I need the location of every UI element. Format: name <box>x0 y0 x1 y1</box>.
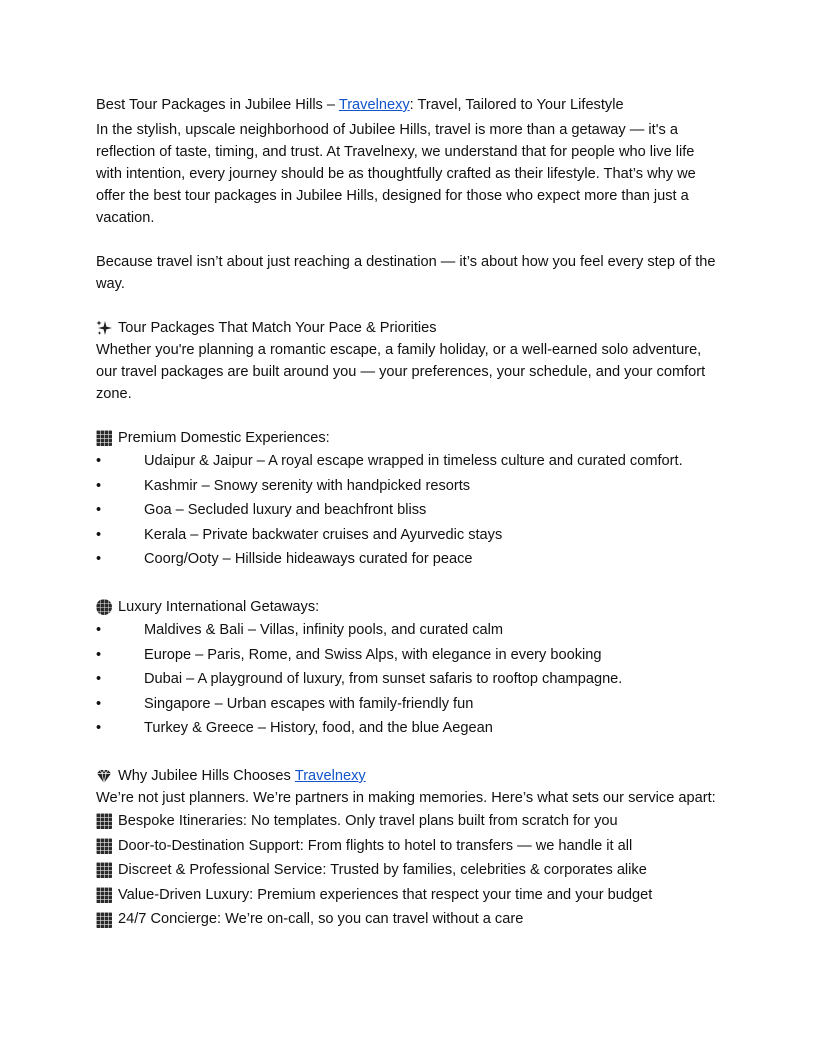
list-item <box>96 498 724 523</box>
grid-icon <box>96 912 112 928</box>
bullet: • <box>96 671 102 688</box>
feature-item <box>96 809 724 834</box>
bullet: • <box>96 526 102 543</box>
bullet: • <box>96 646 102 663</box>
because-line: way. <box>96 276 125 292</box>
grid-icon <box>96 813 112 829</box>
feature-item <box>96 883 724 908</box>
list-item-text: Dubai – A playground of luxury, from sunset safaris to rooftop champagne. <box>144 671 623 688</box>
list-item <box>96 716 724 741</box>
international-list <box>96 618 724 741</box>
title-prefix: Best Tour Packages in Jubilee Hills – <box>96 97 339 113</box>
intro-line: reflection of taste, timing, and trust. At Travelnexy, we understand that for people who live life <box>96 144 695 160</box>
list-item <box>96 618 724 643</box>
feature-text: Door-to-Destination Support: From flights to hotel to transfers — we handle it all <box>118 837 633 854</box>
bullet: • <box>96 477 102 494</box>
international-heading-text: Luxury International Getaways: <box>118 598 320 615</box>
intro-paragraph <box>96 119 724 229</box>
list-item-text: Goa – Secluded luxury and beachfront bliss <box>144 502 427 519</box>
feature-text: 24/7 Concierge: We’re on-call, so you can travel without a care <box>118 911 524 928</box>
bullet: • <box>96 551 102 568</box>
travelnexy-title-link[interactable]: Travelnexy <box>338 97 410 113</box>
list-item-text: Udaipur & Jaipur – A royal escape wrapped in timeless culture and curated comfort. <box>144 453 683 469</box>
list-item-text: Kerala – Private backwater cruises and Ayurvedic stays <box>144 526 503 543</box>
intro-line: with intention, every journey should be as thoughtfully crafted as their lifestyle. That’s why we <box>96 166 696 182</box>
bullet: • <box>96 502 102 519</box>
packages-body <box>96 339 724 405</box>
because-paragraph <box>96 251 724 295</box>
globe-icon <box>96 599 112 615</box>
feature-item <box>96 834 724 859</box>
travelnexy-heading-link[interactable]: Travelnexy <box>294 767 366 784</box>
feature-text: Value-Driven Luxury: Premium experiences that respect your time and your budget <box>118 886 653 903</box>
sparkles-icon <box>96 320 112 336</box>
list-item-text: Kashmir – Snowy serenity with handpicked resorts <box>144 477 471 494</box>
packages-body-line: Whether you're planning a romantic escape, a family holiday, or a well-earned solo adventure, <box>96 342 702 358</box>
packages-heading-text: Tour Packages That Match Your Pace & Priorities <box>118 320 437 336</box>
list-item <box>96 643 724 668</box>
bullet: • <box>96 695 102 712</box>
because-line: Because travel isn’t about just reaching a destination — it’s about how you feel every step of the <box>96 254 716 270</box>
bullet: • <box>96 453 102 469</box>
grid-icon <box>96 838 112 854</box>
packages-body-line: zone. <box>96 386 132 402</box>
title-suffix: : Travel, Tailored to Your Lifestyle <box>409 97 624 113</box>
list-item-text: Europe – Paris, Rome, and Swiss Alps, with elegance in every booking <box>144 646 602 663</box>
why-heading <box>96 765 724 787</box>
list-item <box>96 523 724 548</box>
grid-icon <box>96 887 112 903</box>
domestic-heading <box>96 427 724 449</box>
gem-icon <box>96 768 112 784</box>
page-title <box>96 94 724 116</box>
list-item-text: Maldives & Bali – Villas, infinity pools, and curated calm <box>144 621 504 638</box>
spacer <box>96 572 724 596</box>
feature-text: Bespoke Itineraries: No templates. Only travel plans built from scratch for you <box>118 812 618 829</box>
spacer <box>96 741 724 765</box>
bullet: • <box>96 720 102 737</box>
intro-line: offer the best tour packages in Jubilee Hills, designed for those who expect more than just a <box>96 188 689 204</box>
packages-body-line: our travel packages are built around you — your preferences, your schedule, and your comfort <box>96 364 706 380</box>
list-item-text: Singapore – Urban escapes with family-friendly fun <box>144 695 474 712</box>
feature-item <box>96 858 724 883</box>
list-item-text: Coorg/Ooty – Hillside hideaways curated for peace <box>144 551 473 568</box>
list-item <box>96 474 724 499</box>
feature-item <box>96 907 724 932</box>
feature-text: Discreet & Professional Service: Trusted by families, celebrities & corporates alike <box>118 862 647 879</box>
why-intro: We’re not just planners. We’re partners in making memories. Here’s what sets our service apart: <box>96 789 716 806</box>
packages-heading <box>96 317 724 339</box>
document-page <box>96 94 724 932</box>
list-item <box>96 449 724 474</box>
domestic-list <box>96 449 724 572</box>
list-item <box>96 692 724 717</box>
intro-line: vacation. <box>96 210 155 226</box>
bullet: • <box>96 621 102 638</box>
list-item <box>96 547 724 572</box>
intro-line: In the stylish, upscale neighborhood of Jubilee Hills, travel is more than a getaway — it's a <box>96 122 678 138</box>
grid-icon <box>96 862 112 878</box>
why-heading-prefix: Why Jubilee Hills Chooses <box>118 767 291 784</box>
international-heading <box>96 596 724 618</box>
grid-icon <box>96 430 112 446</box>
list-item <box>96 667 724 692</box>
domestic-heading-text: Premium Domestic Experiences: <box>118 430 330 446</box>
list-item-text: Turkey & Greece – History, food, and the blue Aegean <box>144 720 493 737</box>
